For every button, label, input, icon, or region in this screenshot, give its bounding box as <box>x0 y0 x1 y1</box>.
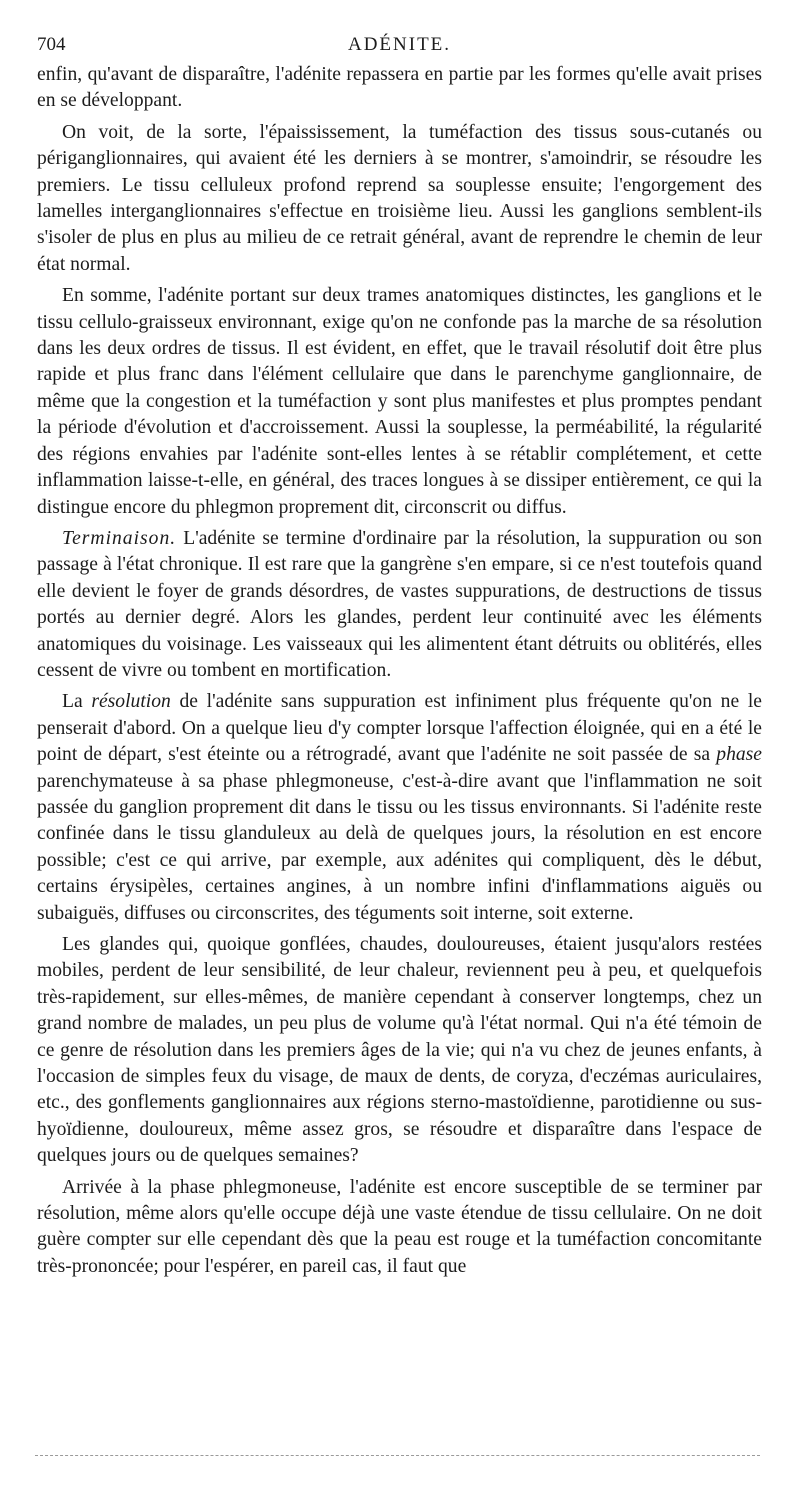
paragraph-text: de l'adénite sans suppuration est infiniment plus fréquente qu'on ne le penserait d'abord. On a quelque lieu d'y compter lorsque l'affection éloignée, qui en a été le point de départ, s'est éteinte ou a rétrogradé, avant que l'adénite ne soit passée de sa <box>37 691 762 766</box>
paragraph-terminaison <box>37 526 762 684</box>
running-title: ADÉNITE. <box>347 34 452 55</box>
paragraph-text: enfin, qu'avant de disparaître, l'adénite repassera en partie par les formes qu'elle avait prises en se développant. <box>37 64 762 112</box>
paragraph-text: En somme, l'adénite portant sur deux trames anatomiques distinctes, les ganglions et le tissu cellulo-graisseux environnant, exige qu'on ne confonde pas la marche de sa résolution dans les deux ordres de tissus. Il est évident, en effet, que le travail résolutif doit être plus rapide et plus franc dans l'élément cellulaire que dans le parenchyme ganglionnaire, de même que la congestion et la tuméfaction y sont plus manifestes et plus promptes pendant la période d'évolution et d'accroissement. Aussi la souplesse, la perméabilité, la régularité des régions envahies par l'adénite sont-elles lentes à se rétablir complétement, et cette inflammation laisse-t-elle, en général, des traces longues à se dissiper entièrement, ce qui la distingue encore du phlegmon proprement dit, circonscrit ou diffus. <box>37 285 762 518</box>
paragraph-text: Les glandes qui, quoique gonflées, chaudes, douloureuses, étaient jusqu'alors restées mobiles, perdent de leur sensibilité, de leur chaleur, reviennent peu à peu, et quelquefois très-rapidement, sur elles-mêmes, de manière cependant à conserver longtemps, chez un grand nombre de malades, un peu plus de volume qu'à l'état normal. Qui n'a été témoin de ce genre de résolution dans les premiers âges de la vie; qui n'a vu chez de jeunes enfants, à l'occasion de simples feux du visage, de maux de dents, de coryza, d'eczémas auriculaires, etc., des gonflements ganglionnaires aux régions sterno-mastoïdienne, parotidienne ou sus-hyoïdienne, douloureux, même assez gros, se résoudre et disparaître dans l'espace de quelques jours ou de quelques semaines? <box>37 934 762 1167</box>
paragraph-text: La <box>62 691 92 713</box>
emphasis-phase: phase <box>716 744 762 766</box>
paragraph-phase-phlegmoneuse <box>37 1175 762 1281</box>
paragraph-resolution <box>37 689 762 927</box>
paragraph-text: Arrivée à la phase phlegmoneuse, l'adénite est encore susceptible de se terminer par résolution, même alors qu'elle occupe déjà une vaste étendue de tissu cellulaire. On ne doit guère compter sur elle cependant dès que la peau est rouge et la tuméfaction concomitante très-prononcée; pour l'espérer, en pareil cas, il faut que <box>37 1176 762 1277</box>
paragraph-text: L'adénite se termine d'ordinaire par la résolution, la suppuration ou son passage à l'état chronique. Il est rare que la gangrène s'en empare, si ce n'est toutefois quand elle devient le foyer de grands désordres, de vastes suppurations, de destructions de tissus portés au dernier degré. Alors les glandes, perdent leur continuité avec les éléments anatomiques du voisinage. Les vaisseaux qui les alimentent étant détruits ou oblitérés, elles cessent de vivre ou tombent en mortification. <box>37 527 762 681</box>
paragraph-text: On voit, de la sorte, l'épaississement, la tuméfaction des tissus sous-cutanés ou périganglionnaires, qui avaient été les derniers à se montrer, s'amoindrir, se résoudre les premiers. Le tissu celluleux profond reprend sa souplesse ensuite; l'engorgement des lamelles interganglionnaires s'effectue en troisième lieu. Aussi les ganglions semblent-ils s'isoler de plus en plus au milieu de ce retrait général, avant de reprendre le chemin de leur état normal. <box>37 121 762 275</box>
footer-rule <box>35 1455 760 1456</box>
paragraph-continuation <box>37 62 762 115</box>
page-number: 704 <box>37 34 66 55</box>
paragraph-resolution-order <box>37 120 762 278</box>
paragraph-text: parenchymateuse à sa phase phlegmoneuse, c'est-à-dire avant que l'inflammation ne soit passée du ganglion proprement dit dans le tissu ou les tissus environnants. Si l'adénite reste confinée dans le tissu glanduleux au delà de quelques jours, la résolution en est encore possible; c'est ce qui arrive, par exemple, aux adénites qui compliquent, dès le début, certains érysipèles, certaines angines, à un nombre infini d'inflammations aiguës ou subaiguës, diffuses ou circonscrites, des téguments soit interne, soit externe. <box>37 770 762 924</box>
body-text <box>37 62 762 1280</box>
section-lead-terminaison: Terminaison. <box>62 527 177 549</box>
running-head <box>37 34 762 62</box>
emphasis-resolution: résolution <box>91 691 171 713</box>
paragraph-two-tissues <box>37 283 762 521</box>
paragraph-glandes <box>37 932 762 1170</box>
